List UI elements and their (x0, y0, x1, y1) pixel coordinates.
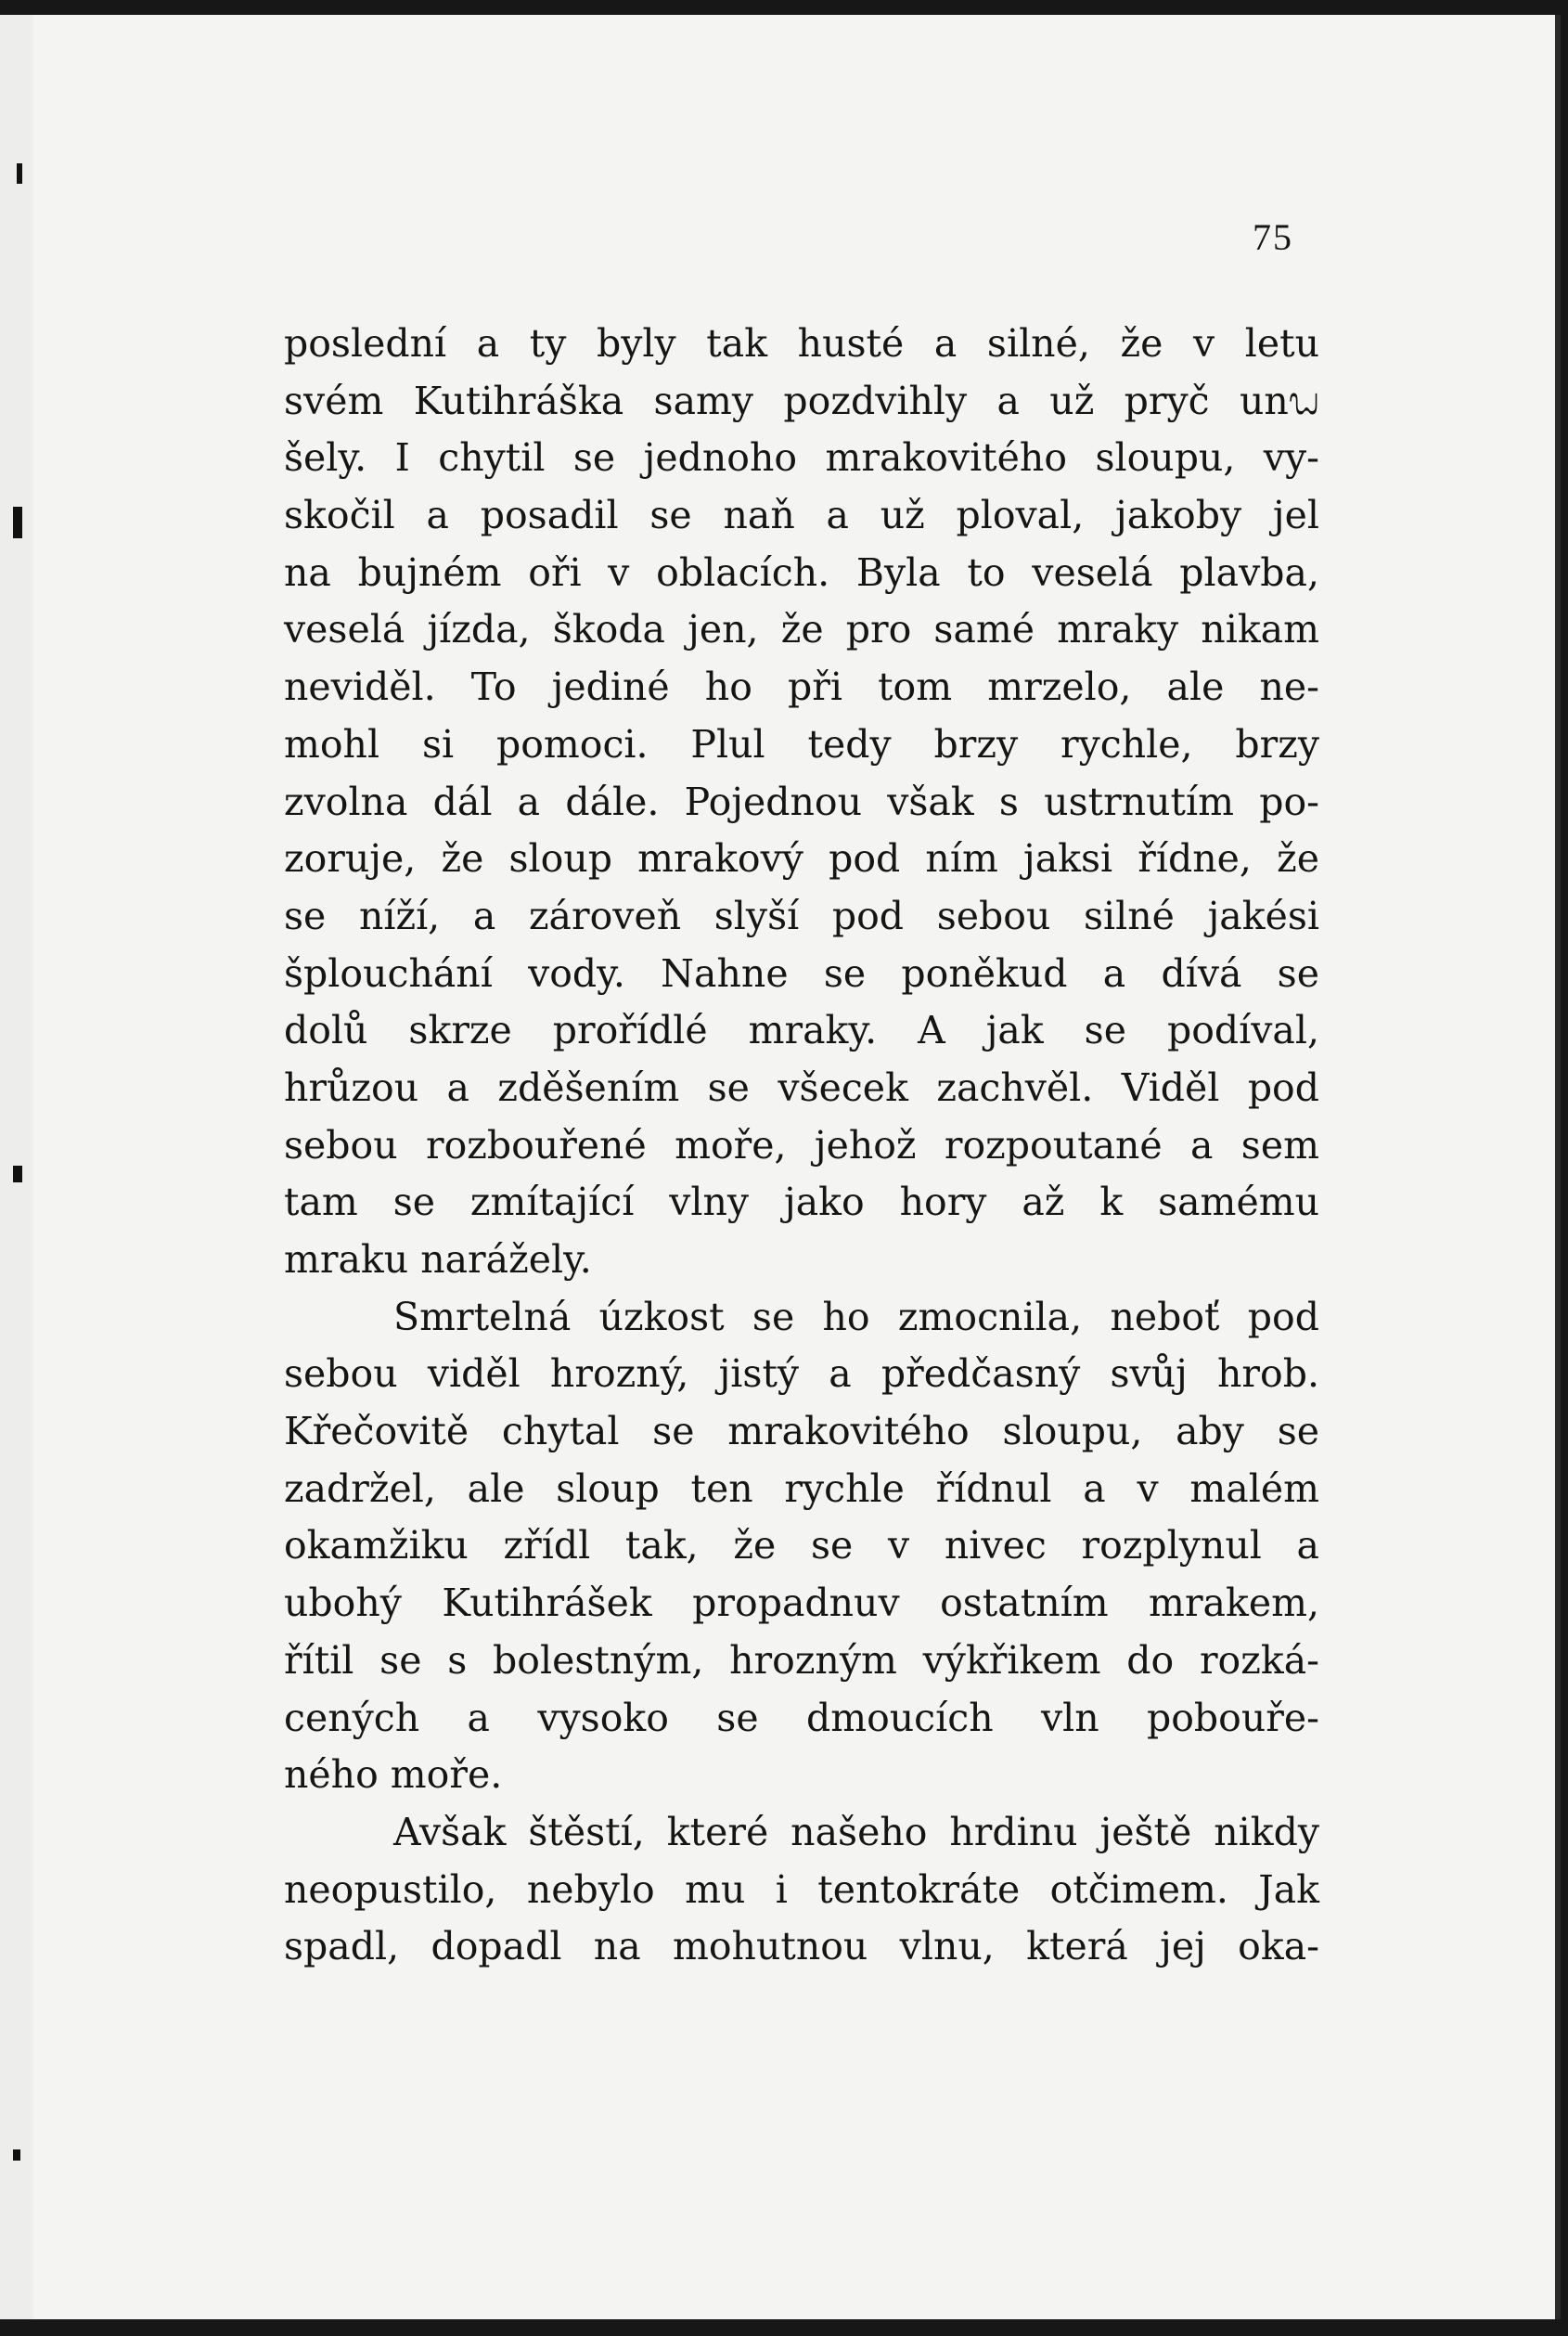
text-line: ubohý Kutihrášek propadnuv ostatním mrakem, (284, 1581, 1319, 1626)
text-line: hrůzou a zděšením se všecek zachvěl. Viděl pod (284, 1065, 1319, 1110)
paragraph (284, 1289, 1319, 1804)
text-line: sebou viděl hrozný, jistý a předčasný svůj hrob. (284, 1351, 1319, 1397)
binding-mark (13, 1166, 22, 1182)
paragraph (284, 316, 1319, 1289)
text-line: řítil se s bolestným, hrozným výkřikem do rozká- (284, 1637, 1319, 1683)
text-line: zadržel, ale sloup ten rychle řídnul a v malém (284, 1465, 1319, 1511)
text-line: neviděl. To jediné ho při tom mrzelo, ale ne- (284, 665, 1319, 710)
text-line: spadl, dopadl na mohutnou vlnu, která jej oka- (284, 1924, 1319, 1969)
text-line: veselá jízda, škoda jen, že pro samé mraky nikam (284, 607, 1319, 652)
text-line: sebou rozbouřené moře, jehož rozpoutané a sem (284, 1122, 1319, 1168)
text-line: šplouchání vody. Nahne se poněkud a dívá se (284, 950, 1319, 996)
page-number: 75 (1253, 216, 1293, 258)
text-line: neopustilo, nebylo mu i tentokráte otčimem. Jak (284, 1866, 1319, 1912)
text-line: Křečovitě chytal se mrakovitého sloupu, aby se (284, 1409, 1319, 1454)
text-line: zoruje, že sloup mrakový pod ním jaksi řídne, že (284, 836, 1319, 882)
text-line: skočil a posadil se naň a už ploval, jakoby jel (284, 493, 1319, 538)
binding-mark (13, 2149, 20, 2161)
text-line: cených a vysoko se dmoucích vln pobouře- (284, 1695, 1319, 1740)
text-line: okamžiku zřídl tak, že se v nivec rozplynul a (284, 1523, 1319, 1568)
text-line: tam se zmítající vlny jako hory až k samému (284, 1180, 1319, 1225)
text-line: svém Kutihráška samy pozdvihly a už pryč unᬠ (284, 378, 1319, 423)
text-line: šely. I chytil se jednoho mrakovitého sloupu, vy- (284, 435, 1319, 481)
paragraph (284, 1804, 1319, 1976)
text-line: Smrtelná úzkost se ho zmocnila, neboť pod (393, 1294, 1319, 1339)
binding-mark (17, 163, 22, 184)
body-text (284, 316, 1319, 1976)
page-right-edge (1555, 15, 1561, 2319)
text-line: dolů skrze prořídlé mraky. A jak se podíval, (284, 1008, 1319, 1053)
binding-mark (13, 507, 22, 538)
text-line: mraku narážely. (284, 1237, 592, 1282)
text-line: se níží, a zároveň slyší pod sebou silné jakési (284, 893, 1319, 938)
text-line: mohl si pomoci. Plul tedy brzy rychle, brzy (284, 721, 1319, 767)
text-line: zvolna dál a dále. Pojednou však s ustrnutím po- (284, 779, 1319, 824)
text-line: na bujném oři v oblacích. Byla to veselá plavba, (284, 549, 1319, 595)
text-line: poslední a ty byly tak husté a silné, že v letu (284, 321, 1319, 366)
text-line: Avšak štěstí, které našeho hrdinu ještě nikdy (393, 1809, 1319, 1854)
text-line: ného moře. (284, 1752, 503, 1798)
